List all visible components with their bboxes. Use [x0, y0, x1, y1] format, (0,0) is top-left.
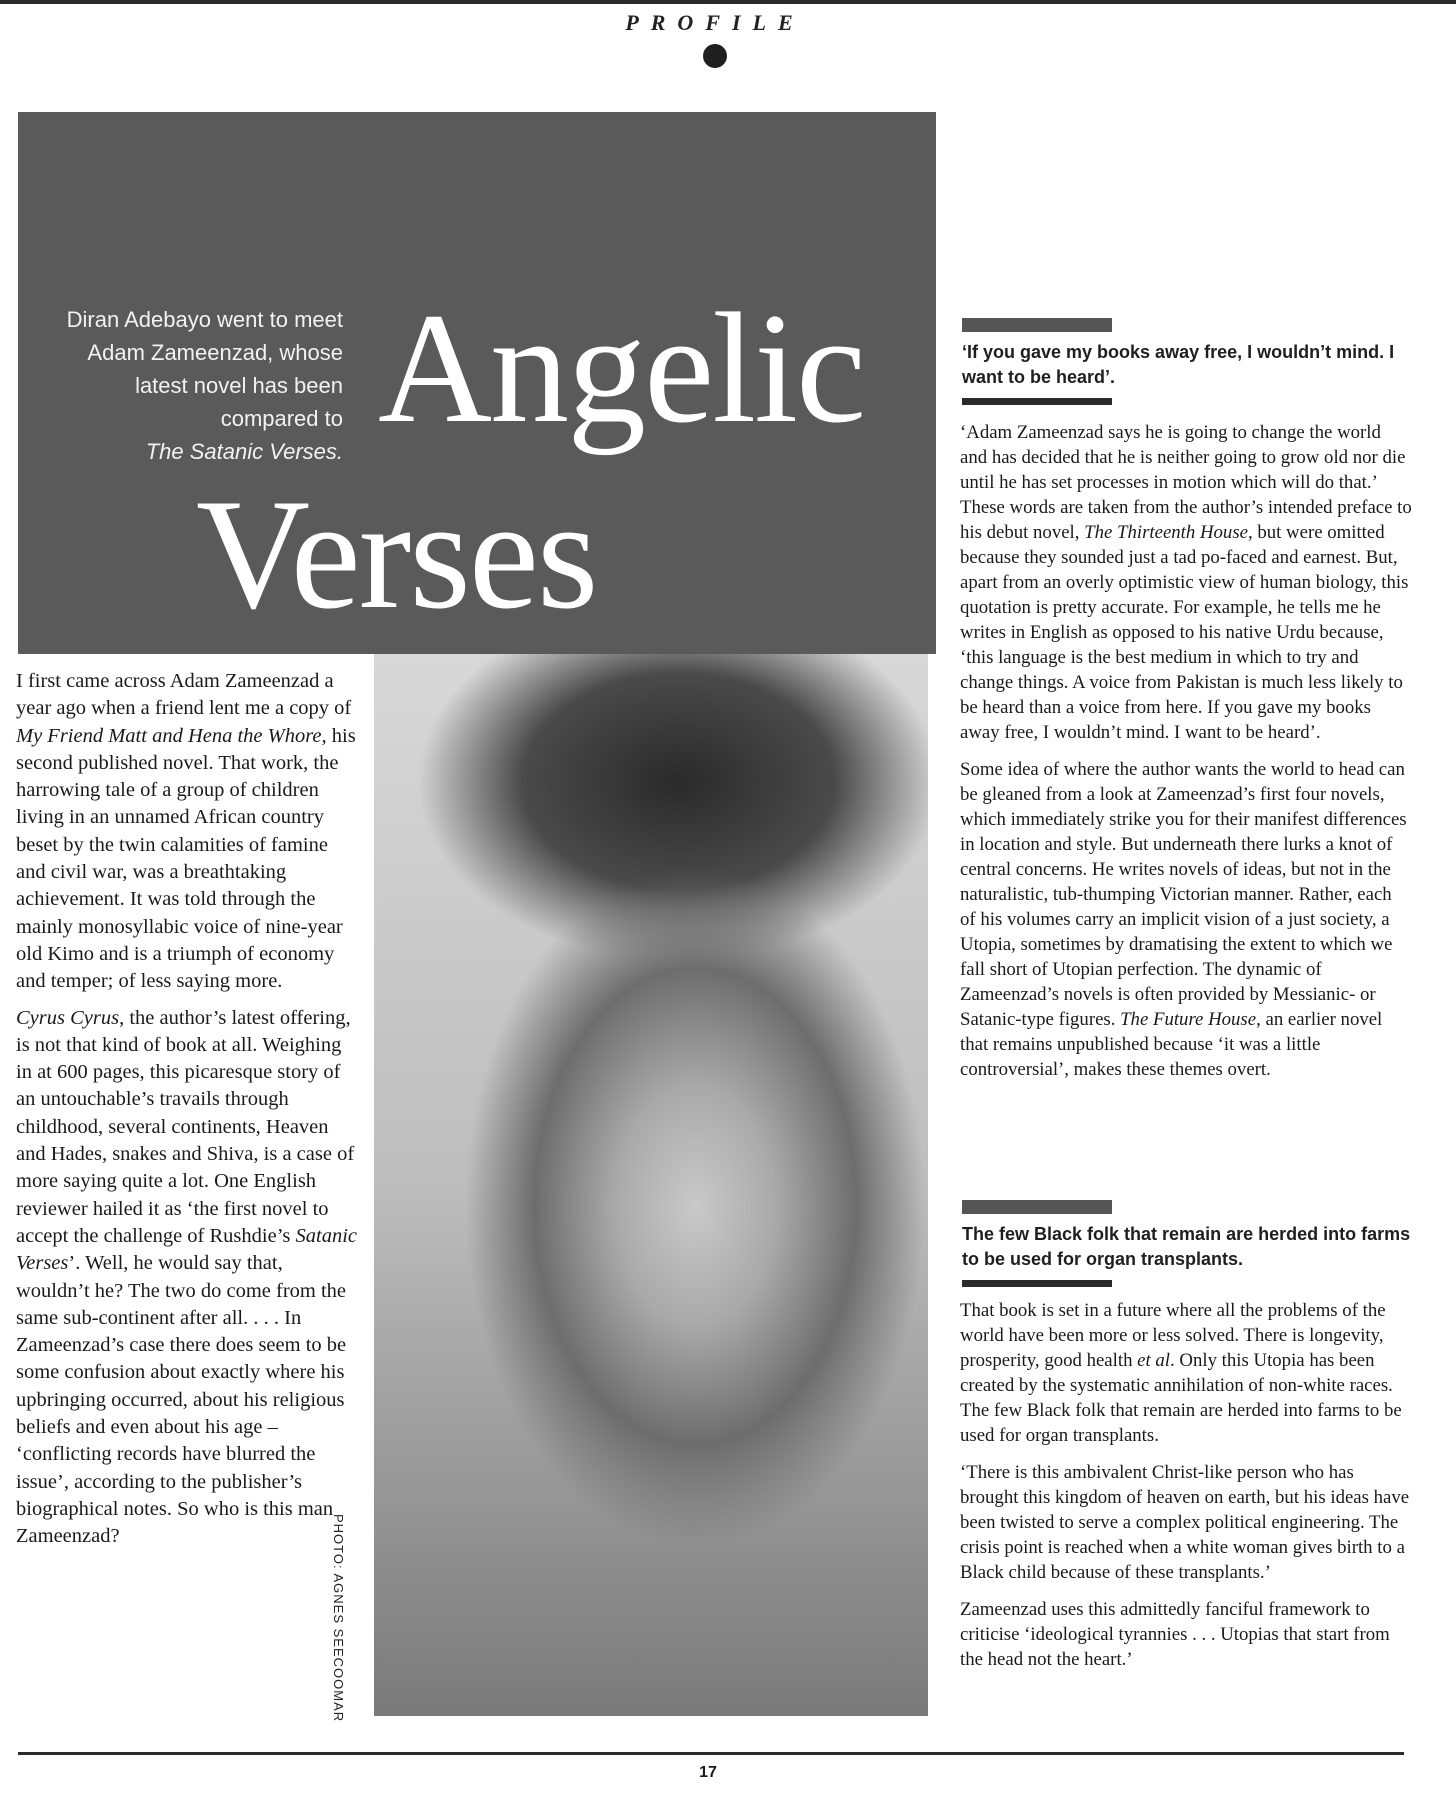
book-title: The Future House	[1120, 1009, 1257, 1030]
pull-quote	[962, 1200, 1412, 1287]
text-run: I first came across Adam Zameenzad a year ago when a friend lent me a copy of	[16, 670, 352, 720]
body-paragraph: Zameenzad uses this admittedly fanciful framework to criticise ‘ideological tyrannies . . . Utopias that start from the head not the heart.’	[960, 1599, 1390, 1670]
body-paragraph	[960, 757, 1412, 1082]
standfirst-line: compared to	[220, 406, 343, 431]
text-run: ’. Well, he would say that, wouldn’t he? The two do come from the same sub-continent after all. . . . In Zameenzad’s case there does seem to be some confusion about exactly where his upbringing occurred, about his religious beliefs and even about his age – ‘conflicting records have blurred the issue’, according to the publisher’s biographical notes. So who is this man Zameenzad?	[16, 1252, 347, 1548]
book-title: The Thirteenth House	[1084, 522, 1248, 543]
book-title: Satanic Verses	[16, 1224, 357, 1275]
body-paragraph: ‘There is this ambivalent Christ-like person who has brought this kingdom of heaven on earth, but his ideas have been twisted to serve a complex political engineering. The crisis point is reached when a white woman gives birth to a Black child because of these transplants.’	[960, 1462, 1410, 1583]
body-paragraph	[16, 1005, 360, 1551]
pull-quote-bar	[962, 398, 1112, 405]
standfirst-line: Diran Adebayo went to meet	[66, 307, 343, 332]
headline-line-2: Verses	[196, 467, 597, 642]
text-run-italic: et al	[1137, 1350, 1171, 1371]
standfirst	[28, 303, 343, 468]
book-title: My Friend Matt and Hena the Whore	[16, 724, 322, 747]
standfirst-line: latest novel has been	[135, 373, 343, 398]
standfirst-line: Adam Zameenzad, whose	[87, 340, 343, 365]
pull-quote-text: The few Black folk that remain are herded into farms to be used for organ transplants.	[962, 1224, 1411, 1269]
section-dot	[703, 44, 727, 68]
pull-quote-bar	[962, 1280, 1112, 1287]
photo-credit: PHOTO: AGNES SEECOOMAR	[331, 1514, 346, 1723]
section-label: PROFILE	[625, 10, 805, 35]
text-run: , his second published novel. That work, the harrowing tale of a group of children living in an unnamed African country beset by the twin calamities of famine and civil war, was a breathtaking achievement. It was told through the mainly monosyllabic voice of nine-year old Kimo and is a triumph of economy and temper; of less saying more.	[16, 724, 356, 993]
text-run: , an earlier novel that remains unpublished because ‘it was a little controversial’, makes these themes overt.	[960, 1009, 1383, 1080]
standfirst-line: The Satanic Verses.	[145, 439, 343, 464]
headline-line-1: Angelic	[378, 281, 865, 456]
author-portrait-photo	[374, 654, 928, 1716]
body-paragraph	[960, 420, 1412, 745]
text-run: That book is set in a future where all the problems of the world have been more or less solved. There is longevity, prosperity, good health	[960, 1300, 1386, 1371]
body-paragraph	[16, 668, 360, 996]
pull-quote-bar	[962, 318, 1112, 332]
right-column	[960, 420, 1412, 1094]
text-run: ‘Adam Zameenzad says he is going to change the world and has decided that he is neither going to grow old nor die until he has set processes in motion which will do that.’ These words are taken from the author’s intended preface to his debut novel,	[960, 422, 1412, 543]
text-run: , the author’s latest offering, is not that kind of book at all. Weighing in at 600 pages, this picaresque story of an untouchable’s travails through childhood, several continents, Heaven and Hades, snakes and Shiva, is a case of more saying quite a lot. One English reviewer hailed it as ‘the first novel to accept the challenge of Rushdie’s	[16, 1006, 355, 1247]
right-column-continued	[960, 1298, 1412, 1684]
body-paragraph	[960, 1298, 1412, 1448]
text-run: . Only this Utopia has been created by the systematic annihilation of non-white races. The few Black folk that remain are herded into farms to be used for organ transplants.	[960, 1350, 1402, 1446]
bottom-rule	[18, 1752, 1404, 1755]
text-run: , but were omitted because they sounded just a tad po-faced and earnest. But, apart from an overly optimistic view of human biology, this quotation is pretty accurate. For example, he tells me he writes in English as opposed to his native Urdu because, ‘this language is the best medium in which to try and change things. A voice from Pakistan is much less likely to be heard than a voice from here. If you gave my books away free, I wouldn’t mind. I want to be heard’.	[960, 522, 1409, 743]
book-title: Cyrus Cyrus	[16, 1006, 120, 1029]
pull-quote-text: ‘If you gave my books away free, I wouldn’t mind. I want to be heard’.	[962, 342, 1395, 387]
page-number: 17	[699, 1764, 717, 1781]
top-rule	[0, 0, 1456, 4]
left-column	[16, 668, 360, 1560]
pull-quote-bar	[962, 1200, 1112, 1214]
pull-quote	[962, 318, 1412, 405]
text-run: Some idea of where the author wants the world to head can be gleaned from a look at Zameenzad’s first four novels, which immediately strike you for their manifest differences in location and style. But underneath there lurks a knot of central concerns. He writes novels of ideas, but not in the naturalistic, tub-thumping Victorian manner. Rather, each of his volumes carry an implicit vision of a just society, a Utopia, sometimes by dramatising the extent to which we fall short of Utopian perfection. The dynamic of Zameenzad’s novels is often provided by Messianic- or Satanic-type figures.	[960, 759, 1407, 1030]
